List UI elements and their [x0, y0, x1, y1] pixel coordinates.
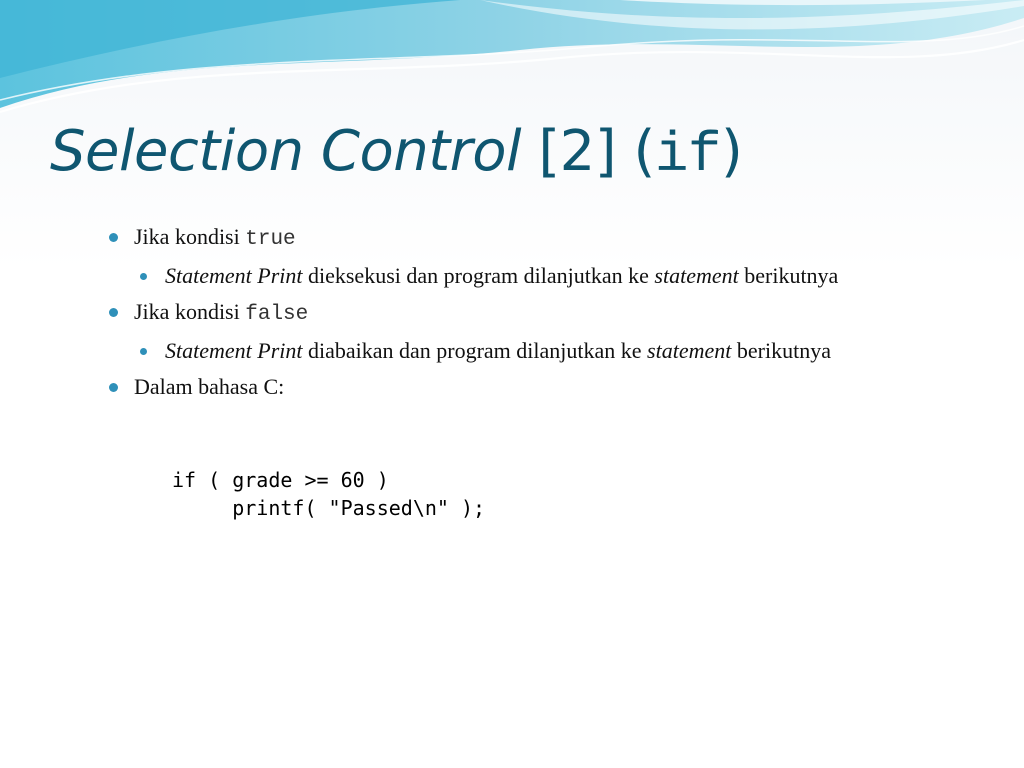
- slide-title: [50, 118, 742, 189]
- bullet-item: [105, 372, 925, 402]
- title-main: Selection Control: [50, 119, 522, 184]
- sub-bullet-emphasis: Statement Print: [165, 263, 303, 288]
- bullet-item: [105, 222, 925, 255]
- bullet-text: Jika kondisi: [134, 299, 246, 324]
- bullet-dot-icon: [109, 308, 118, 317]
- sub-bullet-item: [136, 336, 925, 366]
- bullet-list: [105, 222, 925, 408]
- sub-bullet-emphasis: statement: [654, 263, 739, 288]
- bullet-text: Dalam bahasa C:: [134, 374, 285, 399]
- bullet-dot-icon: [109, 233, 118, 242]
- sub-bullet-item: [136, 261, 925, 291]
- sub-bullet-text: berikutnya: [738, 263, 839, 288]
- title-number: [2] (: [521, 119, 655, 184]
- title-code: if: [654, 123, 722, 187]
- title-close-paren: ): [721, 119, 743, 184]
- bullet-dot-icon: [140, 348, 147, 355]
- bullet-code: false: [245, 303, 309, 326]
- code-block: if ( grade >= 60 ) printf( "Passed\n" );: [172, 468, 486, 520]
- bullet-dot-icon: [109, 383, 118, 392]
- sub-bullet-text: diabaikan dan program dilanjutkan ke: [302, 338, 648, 363]
- bullet-item: [105, 297, 925, 330]
- sub-bullet-text: berikutnya: [731, 338, 831, 363]
- bullet-text: Jika kondisi: [134, 224, 246, 249]
- sub-bullet-emphasis: Statement Print: [165, 338, 303, 363]
- header-wave-decoration: [0, 0, 1024, 120]
- bullet-dot-icon: [140, 273, 147, 280]
- sub-bullet-text: dieksekusi dan program dilanjutkan ke: [302, 263, 655, 288]
- bullet-code: true: [245, 228, 296, 251]
- sub-bullet-emphasis: statement: [647, 338, 732, 363]
